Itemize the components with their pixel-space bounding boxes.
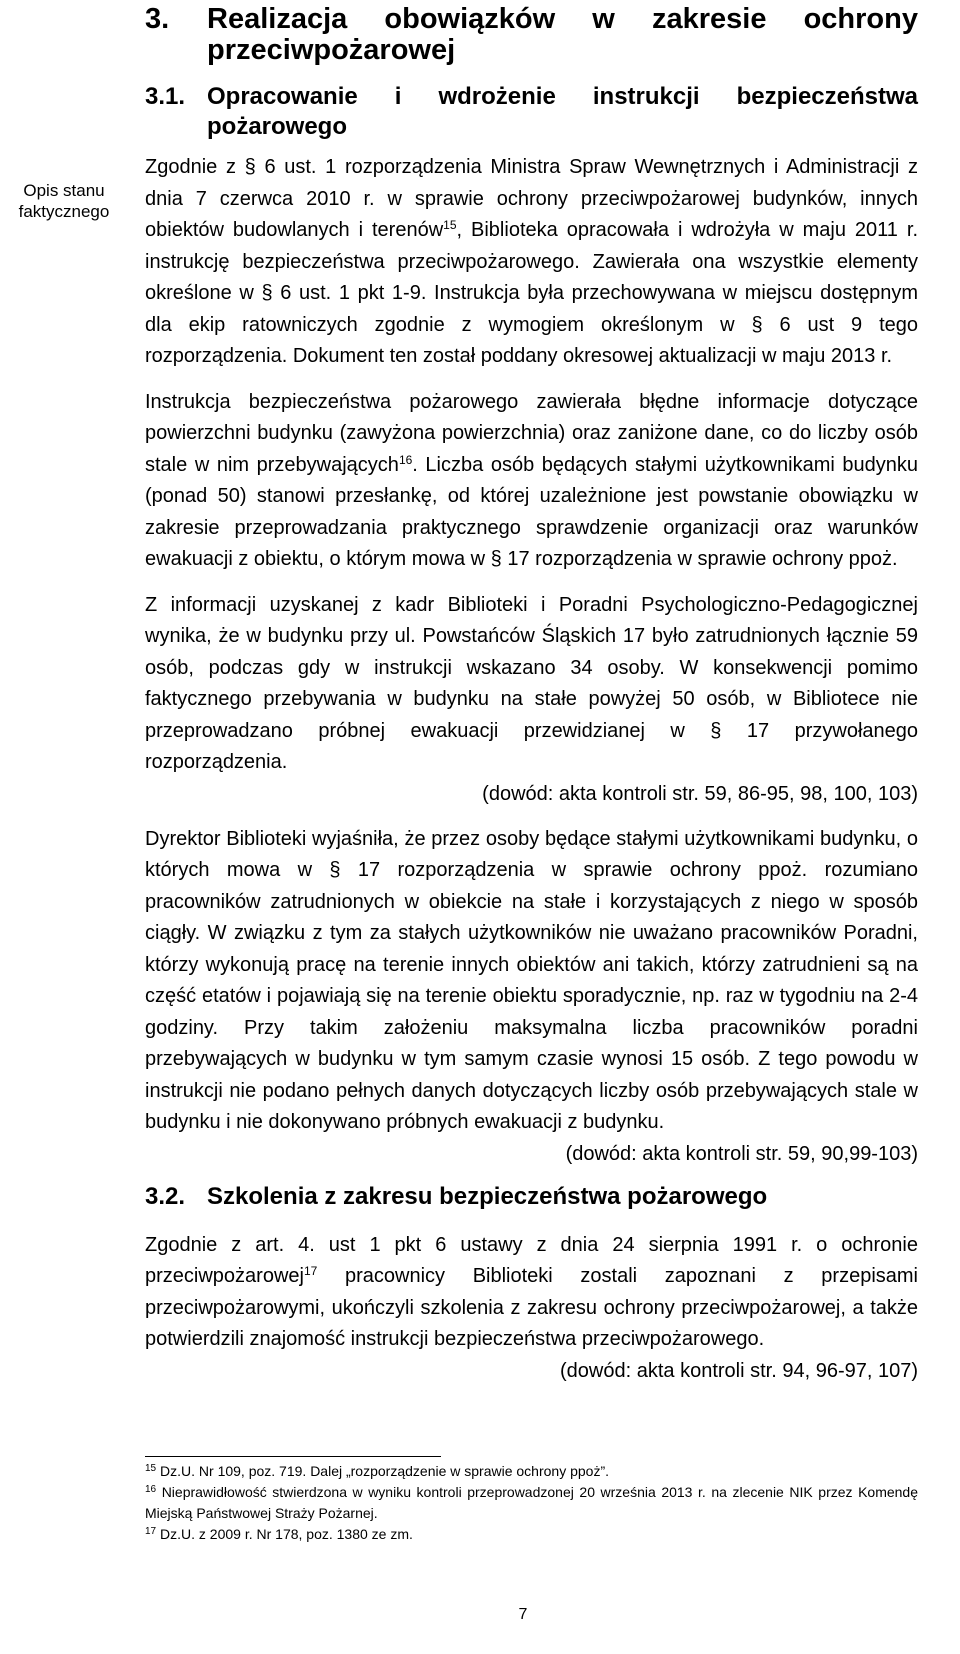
footnote	[145, 1461, 918, 1482]
margin-note-line1: Opis stanu	[23, 181, 105, 200]
evidence-reference: (dowód: akta kontroli str. 59, 86-95, 98, 100, 103)	[482, 782, 918, 805]
footnote-number: 15	[145, 1463, 157, 1474]
footnote	[145, 1482, 918, 1524]
paragraph-1	[145, 152, 918, 373]
footnote-number: 16	[145, 1484, 157, 1495]
margin-note-line2: faktycznego	[18, 202, 110, 221]
main-content	[145, 0, 918, 1387]
section-heading-3	[145, 4, 918, 66]
paragraph-text: Zgodnie z art. 4. ust 1 pkt 6 ustawy z dnia 24 sierpnia 1991 r. o ochronie przeciwpożarowej	[145, 1233, 918, 1287]
section-number: 3.2.	[145, 1182, 186, 1210]
footnote-ref: 16	[398, 452, 413, 467]
section-heading-3-1	[145, 82, 918, 142]
paragraph-text: , Biblioteka opracowała i wdrożyła w maju 2011 r. instrukcję bezpieczeństwa przeciwpożarowego. Zawierała ona wszystkie elementy określone w § 6 ust. 1 pkt 1-9. Instrukcja była przechowywana w miejscu dostępnym dla ekip ratowniczych zgodnie z wymogiem określonym w § 6 ust 9 tego rozporządzenia. Dokument ten został poddany okresowej aktualizacji w maju 2013 r.	[145, 219, 918, 367]
paragraph-5	[145, 1230, 918, 1356]
paragraph-4: Dyrektor Biblioteki wyjaśniła, że przez osoby będące stałymi użytkownikami budynku, o których mowa w § 17 rozporządzenia w sprawie ochrony ppoż. rozumiano pracowników zatrudnionych w obiekcie na stałe i korzystających z niego w sposób ciągły. W związku z tym za stałych użytkowników nie uważano pracowników Poradni, którzy wykonują pracę na terenie innych obiektów ani takich, którzy zatrudnieni są na część etatów i pojawiają się na terenie obiektu sporadycznie, np. raz w tygodniu na 2-4 godziny. Przy takim założeniu maksymalna liczba pracowników poradni przebywających w budynku w tym samym czasie wynosi 15 osób. Z tego powodu w instrukcji nie podano pełnych danych dotyczących liczby osób przebywających stale w budynku i nie dokonywano próbnych ewakuacji z budynku.	[145, 827, 918, 1133]
section-number: 3.1.	[145, 83, 186, 110]
footnote-ref: 17	[303, 1264, 318, 1278]
paragraph-text: pracownicy Biblioteki zostali zapoznani z przepisami przeciwpożarowymi, ukończyli szkolenia z zakresu ochrony przeciwpożarowej, a także potwierdzili znajomość instrukcji bezpieczeństwa przeciwpożarowego.	[145, 1265, 918, 1350]
margin-note	[4, 180, 124, 222]
section-number: 3.	[145, 3, 170, 35]
page-number: 7	[518, 1606, 528, 1623]
evidence-reference: (dowód: akta kontroli str. 94, 96-97, 107)	[560, 1359, 918, 1382]
evidence-reference: (dowód: akta kontroli str. 59, 90,99-103)	[565, 1142, 918, 1165]
section-heading-3-2	[145, 1182, 918, 1212]
footnote-text: Dz.U. z 2009 r. Nr 178, poz. 1380 ze zm.	[160, 1526, 413, 1542]
paragraph-text: Zgodnie z § 6 ust. 1 rozporządzenia Ministra Spraw Wewnętrznych i Administracji z dnia 7 czerwca 2010 r. w sprawie ochrony przeciwpożarowej budynków, innych obiektów budowlanych i terenów	[145, 156, 918, 241]
section-title: Realizacja obowiązków w zakresie ochrony przeciwpożarowej	[207, 3, 918, 66]
paragraph-2	[145, 387, 918, 576]
footnote	[145, 1524, 918, 1545]
section-title: Szkolenia z zakresu bezpieczeństwa pożarowego	[207, 1182, 768, 1210]
footnote-text: Nieprawidłowość stwierdzona w wyniku kontroli przeprowadzonej 20 września 2013 r. na zlecenie NIK przez Komendę Miejską Państwowej Straży Pożarnej.	[145, 1484, 919, 1521]
footnotes	[145, 1461, 918, 1545]
section-title: Opracowanie i wdrożenie instrukcji bezpieczeństwa pożarowego	[207, 83, 918, 140]
footnote-separator	[145, 1456, 441, 1457]
paragraph-text: Instrukcja bezpieczeństwa pożarowego zawierała błędne informacje dotyczące powierzchni budynku (zawyżona powierzchnia) oraz zaniżone dane, co do liczby osób stale w nim przebywających	[145, 390, 918, 476]
footnote-text: Dz.U. Nr 109, poz. 719. Dalej „rozporządzenie w sprawie ochrony ppoż”.	[160, 1463, 609, 1479]
paragraph-3: Z informacji uzyskanej z kadr Biblioteki i Poradni Psychologiczno-Pedagogicznej wynika, że w budynku przy ul. Powstańców Śląskich 17 było zatrudnionych łącznie 59 osób, podczas gdy w instrukcji wskazano 34 osoby. W konsekwencji pomimo faktycznego przebywania w budynku na stałe powyżej 50 osób, w Bibliotece nie przeprowadzano próbnej ewakuacji przewidzianej w § 17 przywołanego rozporządzenia.	[145, 593, 918, 773]
paragraph-text: . Liczba osób będących stałymi użytkownikami budynku (ponad 50) stanowi przesłankę, od której uzależnione jest powstanie obowiązku w zakresie przeprowadzania praktycznego sprawdzenie organizacji oraz warunków ewakuacji z obiektu, o którym mowa w § 17 rozporządzenia w sprawie ochrony ppoż.	[145, 453, 918, 570]
footnote-number: 17	[145, 1526, 157, 1537]
footnote-ref: 15	[443, 218, 457, 232]
